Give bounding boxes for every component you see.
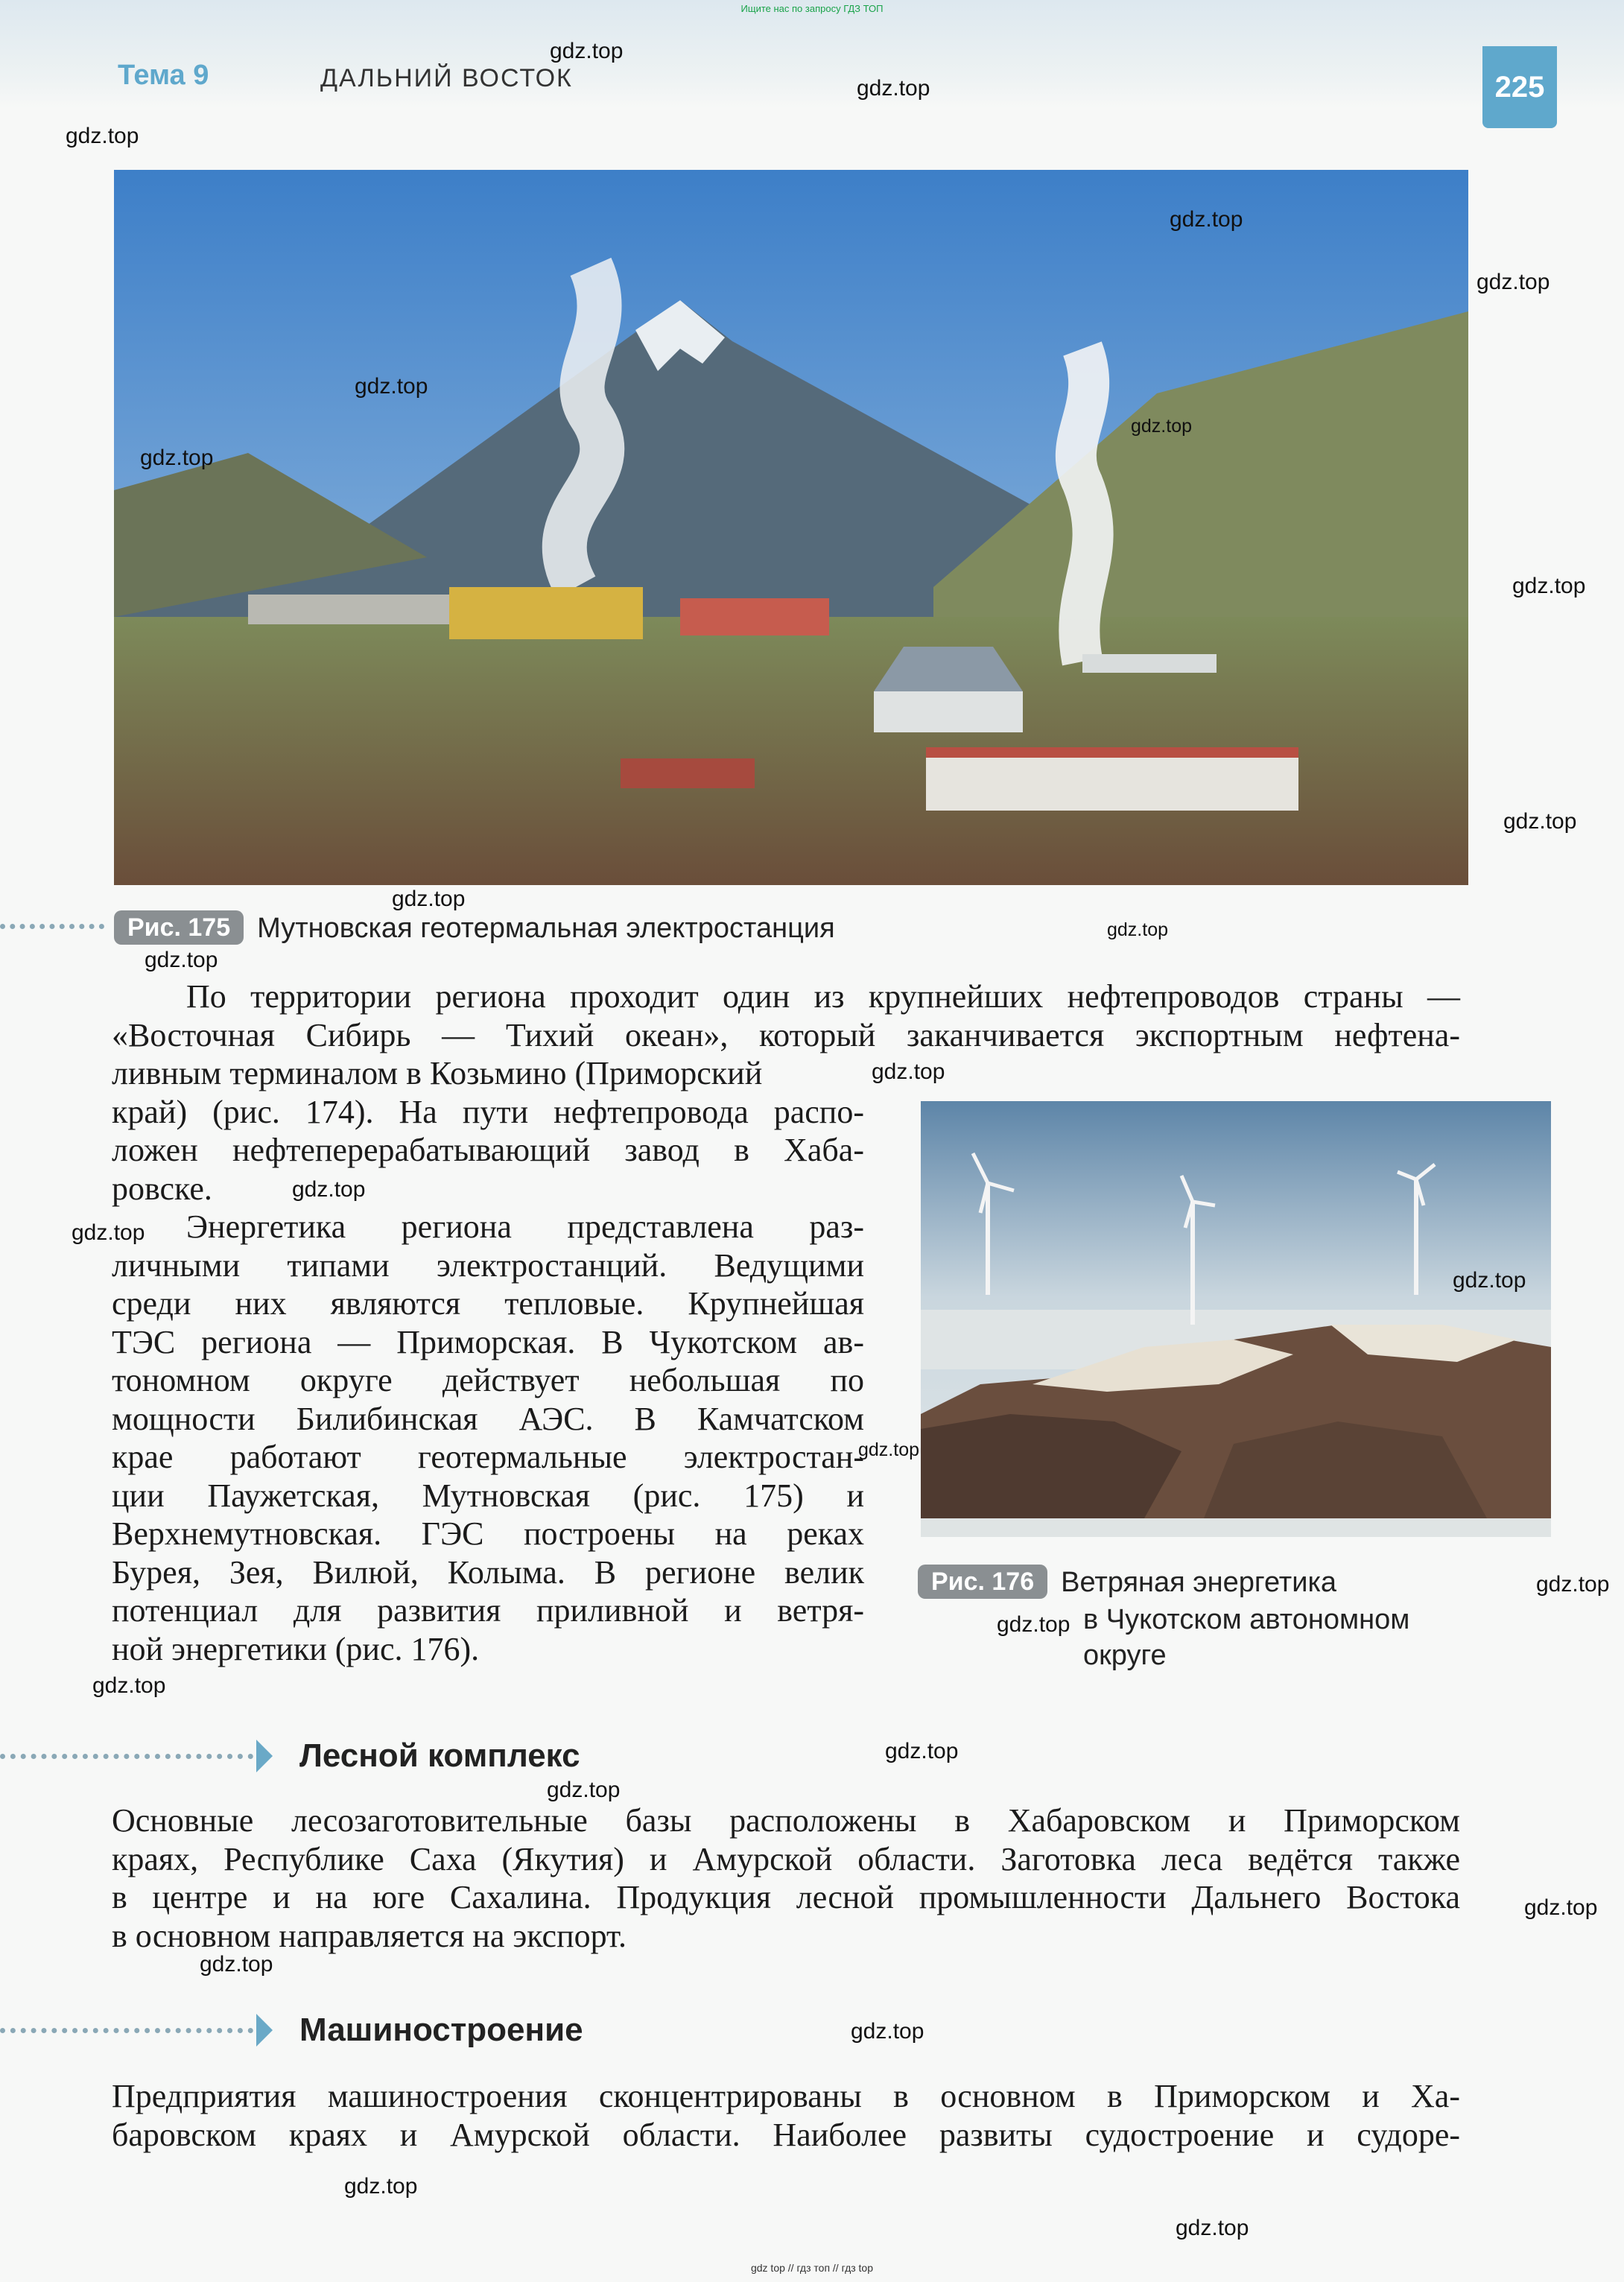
header-band (0, 0, 1624, 108)
text-line: край) (рис. 174). На пути нефтепровода распо- (112, 1093, 864, 1130)
watermark: gdz.top (1512, 574, 1586, 598)
text-line: в центре и на юге Сахалина. Продукция лесной промышленности Дальнего Востока (112, 1879, 1460, 1915)
section-machinery-text (112, 2077, 1460, 2154)
figure-176-caption-line2: в Чукотском автономном (1083, 1604, 1410, 1635)
page-number: 225 (1482, 46, 1557, 128)
section-forest-text (112, 1801, 1460, 1955)
figure-175-caption (114, 910, 1008, 946)
paragraph-oil-narrow (112, 1054, 864, 1668)
watermark: gdz.top (1131, 416, 1193, 437)
section-dotline (0, 2028, 253, 2033)
figure-175-caption-text: Мутновская геотермальная электростанция (257, 913, 835, 944)
text-line: тономном округе действует небольшая по (112, 1362, 864, 1398)
text-line: Бурея, Зея, Вилюй, Колыма. В регионе велик (112, 1553, 864, 1591)
text-line: По территории региона проходит один из крупнейших нефтепроводов страны — (186, 978, 1460, 1015)
topic-label: Тема 9 (118, 60, 209, 91)
text-line: ливным терминалом в Козьмино (Приморский (112, 1055, 763, 1091)
watermark: gdz.top (1453, 1268, 1526, 1293)
watermark: gdz.top (355, 374, 428, 399)
text-line: ложен нефтеперерабатывающий завод в Хаба- (112, 1132, 864, 1168)
paragraph-oil-wide (112, 977, 1460, 1054)
watermark: gdz.top (858, 1439, 920, 1460)
watermark: gdz.top (1503, 809, 1577, 834)
watermark: gdz.top (145, 948, 218, 972)
text-line: ТЭС региона — Приморская. В Чукотском ав- (112, 1323, 864, 1360)
watermark: gdz.top (1524, 1895, 1598, 1920)
figure-175-dotline (0, 924, 104, 929)
watermark: gdz.top (997, 1612, 1070, 1637)
watermark: gdz.top (872, 1059, 945, 1084)
watermark: gdz.top (550, 39, 624, 63)
watermark: gdz.top (547, 1778, 621, 1802)
watermark: gdz.top (392, 887, 466, 911)
wind-turbines-photo (921, 1101, 1551, 1537)
figure-176-caption-line3: округе (1083, 1640, 1167, 1671)
text-line: среди них являются тепловые. Крупнейшая (112, 1285, 864, 1322)
section-title: ДАЛЬНИЙ ВОСТОК (320, 64, 573, 92)
watermark: gdz.top (1536, 1572, 1610, 1597)
watermark: gdz.top (1107, 919, 1169, 940)
watermark: gdz.top (72, 1220, 145, 1245)
section-arrow-icon (256, 1740, 273, 1772)
text-line: потенциал для развития приливной и ветря- (112, 1592, 864, 1629)
text-line: в основном направляется на экспорт. (112, 1917, 627, 1954)
section-forest-heading: Лесной комплекс (299, 1737, 580, 1774)
text-line: мощности Билибинская АЭС. В Камчатском (112, 1400, 864, 1437)
geothermal-plant-photo (114, 170, 1468, 885)
watermark: gdz.top (344, 2174, 418, 2199)
section-forest-header (0, 1737, 580, 1775)
section-arrow-icon (256, 2014, 273, 2047)
text-line: Верхнемутновская. ГЭС построены на реках (112, 1515, 864, 1552)
watermark: gdz.top (200, 1952, 273, 1977)
watermark: gdz.top (885, 1739, 959, 1763)
watermark: gdz.top (292, 1177, 366, 1202)
watermark: gdz.top (1476, 270, 1550, 294)
text-line: баровском краях и Амурской области. Наиболее развиты судостроение и судоре- (112, 2116, 1460, 2153)
text-line: ной энергетики (рис. 176). (112, 1630, 480, 1667)
watermark: gdz.top (92, 1673, 166, 1698)
section-machinery-heading: Машиностроение (299, 2012, 583, 2048)
text-line: ции Паужетская, Мутновская (рис. 175) и (112, 1477, 864, 1514)
figure-176-caption-line1: Ветряная энергетика (1061, 1567, 1337, 1598)
text-line: Предприятия машиностроения сконцентрированы в основном в Приморском и Ха- (112, 2078, 1460, 2114)
watermark: gdz.top (1170, 207, 1243, 232)
figure-176-badge: Рис. 176 (918, 1565, 1047, 1599)
watermark: gdz.top (140, 446, 214, 470)
section-machinery-header (0, 2012, 583, 2049)
text-line: Энергетика региона представлена раз- (186, 1208, 864, 1245)
text-line: краях, Республике Саха (Якутия) и Амурской области. Заготовка леса ведётся также (112, 1840, 1460, 1877)
text-line: «Восточная Сибирь — Тихий океан», который заканчивается экспортным нефтена- (112, 1016, 1460, 1053)
section-dotline (0, 1754, 253, 1759)
text-line: ровске. (112, 1170, 212, 1207)
top-banner: Ищите нас по запросу ГДЗ ТОП (740, 3, 884, 14)
figure-175-badge: Рис. 175 (114, 910, 244, 945)
watermark: gdz.top (66, 124, 139, 148)
bottom-banner: gdz top // гдз топ // гдз top (750, 2262, 874, 2274)
watermark: gdz.top (857, 76, 930, 101)
text-line: Основные лесозаготовительные базы расположены в Хабаровском и Приморском (112, 1802, 1460, 1839)
text-line: личными типами электростанций. Ведущими (112, 1246, 864, 1284)
text-line: крае работают геотермальные электростан- (112, 1439, 864, 1475)
watermark: gdz.top (851, 2019, 924, 2044)
watermark: gdz.top (1176, 2216, 1249, 2240)
